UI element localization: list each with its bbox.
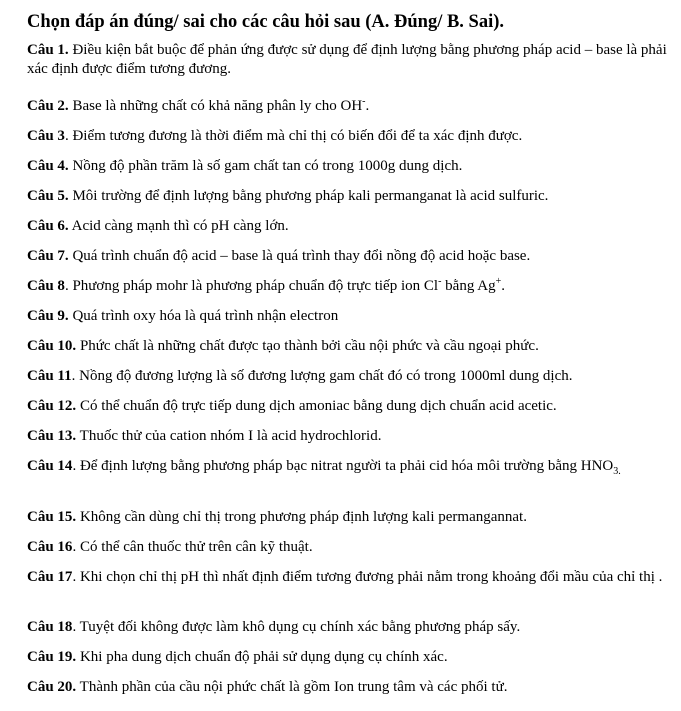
superscript-plus: + bbox=[495, 276, 502, 287]
question-18 bbox=[27, 618, 667, 637]
question-text: . Khi chọn chỉ thị pH thì nhất định điểm tương đương phải nằm trong khoảng đổi mầu của chỉ thị . bbox=[72, 569, 663, 585]
question-13 bbox=[27, 427, 667, 446]
question-number: Câu 8 bbox=[27, 278, 65, 294]
question-19 bbox=[27, 648, 667, 667]
question-number: Câu 20. bbox=[27, 679, 77, 695]
question-4 bbox=[27, 157, 667, 176]
question-14 bbox=[27, 457, 667, 476]
question-5 bbox=[27, 187, 667, 206]
question-2 bbox=[27, 97, 667, 116]
question-number: Câu 11 bbox=[27, 368, 72, 384]
question-8 bbox=[27, 277, 667, 296]
question-text-mid: bằng Ag bbox=[441, 278, 496, 294]
question-10 bbox=[27, 337, 667, 356]
question-number: Câu 4. bbox=[27, 158, 69, 174]
question-number: Câu 15. bbox=[27, 509, 77, 525]
question-text: Điều kiện bắt buộc để phản ứng được sử dụng để định lượng bằng phương pháp acid – base là phải xác định được điểm tương đương. bbox=[27, 42, 667, 77]
question-text: . Điểm tương đương là thời điểm mà chỉ thị có biến đổi để ta xác định được. bbox=[64, 128, 523, 144]
question-number: Câu 17 bbox=[27, 569, 73, 585]
question-number: Câu 7. bbox=[27, 248, 69, 264]
subscript-3: 3. bbox=[613, 466, 621, 477]
question-number: Câu 2. bbox=[27, 98, 69, 114]
question-number: Câu 14 bbox=[27, 458, 73, 474]
question-1 bbox=[27, 41, 667, 79]
question-number: Câu 1. bbox=[27, 42, 69, 58]
question-15 bbox=[27, 508, 667, 527]
question-text: Quá trình chuẩn độ acid – base là quá trình thay đổi nồng độ acid hoặc base. bbox=[68, 248, 531, 264]
question-number: Câu 19. bbox=[27, 649, 77, 665]
question-12 bbox=[27, 397, 667, 416]
question-text: Nồng độ phần trăm là số gam chất tan có trong 1000g dung dịch. bbox=[68, 158, 463, 174]
question-text: Không cần dùng chỉ thị trong phương pháp định lượng kali permangannat. bbox=[76, 509, 527, 525]
question-text: Phức chất là những chất được tạo thành bởi cầu nội phức và cầu ngoại phức. bbox=[76, 338, 539, 354]
question-11 bbox=[27, 367, 667, 386]
question-3 bbox=[27, 127, 667, 146]
question-number: Câu 9. bbox=[27, 308, 69, 324]
question-number: Câu 10. bbox=[27, 338, 77, 354]
question-number: Câu 6. bbox=[27, 218, 69, 234]
superscript-minus: - bbox=[362, 96, 366, 107]
question-text: . Có thể cân thuốc thử trên cân kỹ thuật. bbox=[72, 539, 313, 555]
question-text-tail: . bbox=[365, 98, 370, 114]
question-17 bbox=[27, 568, 667, 587]
question-text: Môi trường để định lượng bằng phương pháp kali permanganat là acid sulfuric. bbox=[68, 188, 549, 204]
question-text: Có thể chuẩn độ trực tiếp dung dịch amoniac bằng dung dịch chuẩn acid acetic. bbox=[76, 398, 557, 414]
question-text: Acid càng mạnh thì có pH càng lớn. bbox=[68, 218, 289, 234]
question-text-tail: . bbox=[501, 278, 505, 294]
question-9 bbox=[27, 307, 667, 326]
question-text: Thành phần của cầu nội phức chất là gồm Ion trung tâm và các phối tử. bbox=[76, 679, 508, 695]
document-title: Chọn đáp án đúng/ sai cho các câu hỏi sau (A. Đúng/ B. Sai). bbox=[27, 12, 505, 32]
question-text: . Nồng độ đương lượng là số đương lượng gam chất đó có trong 1000ml dung dịch. bbox=[71, 368, 573, 384]
question-number: Câu 12. bbox=[27, 398, 77, 414]
question-text: Thuốc thử của cation nhóm I là acid hydrochlorid. bbox=[76, 428, 382, 444]
question-number: Câu 3 bbox=[27, 128, 65, 144]
question-text: Base là những chất có khả năng phân ly cho OH bbox=[68, 98, 363, 114]
question-number: Câu 13. bbox=[27, 428, 77, 444]
question-text: . Phương pháp mohr là phương pháp chuẩn độ trực tiếp ion Cl bbox=[64, 278, 439, 294]
question-7 bbox=[27, 247, 667, 266]
question-text: . Để định lượng bằng phương pháp bạc nitrat người ta phải cid hóa môi trường bằng HNO bbox=[72, 458, 614, 474]
question-20 bbox=[27, 678, 667, 697]
question-text: Quá trình oxy hóa là quá trình nhận electron bbox=[68, 308, 339, 324]
question-text: Khi pha dung dịch chuẩn độ phải sử dụng dụng cụ chính xác. bbox=[76, 649, 448, 665]
question-16 bbox=[27, 538, 667, 557]
question-6 bbox=[27, 217, 667, 236]
superscript-minus: - bbox=[438, 276, 442, 287]
question-number: Câu 5. bbox=[27, 188, 69, 204]
question-number: Câu 16 bbox=[27, 539, 73, 555]
question-number: Câu 18 bbox=[27, 619, 73, 635]
question-text: . Tuyệt đối không được làm khô dụng cụ chính xác bằng phương pháp sấy. bbox=[72, 619, 521, 635]
